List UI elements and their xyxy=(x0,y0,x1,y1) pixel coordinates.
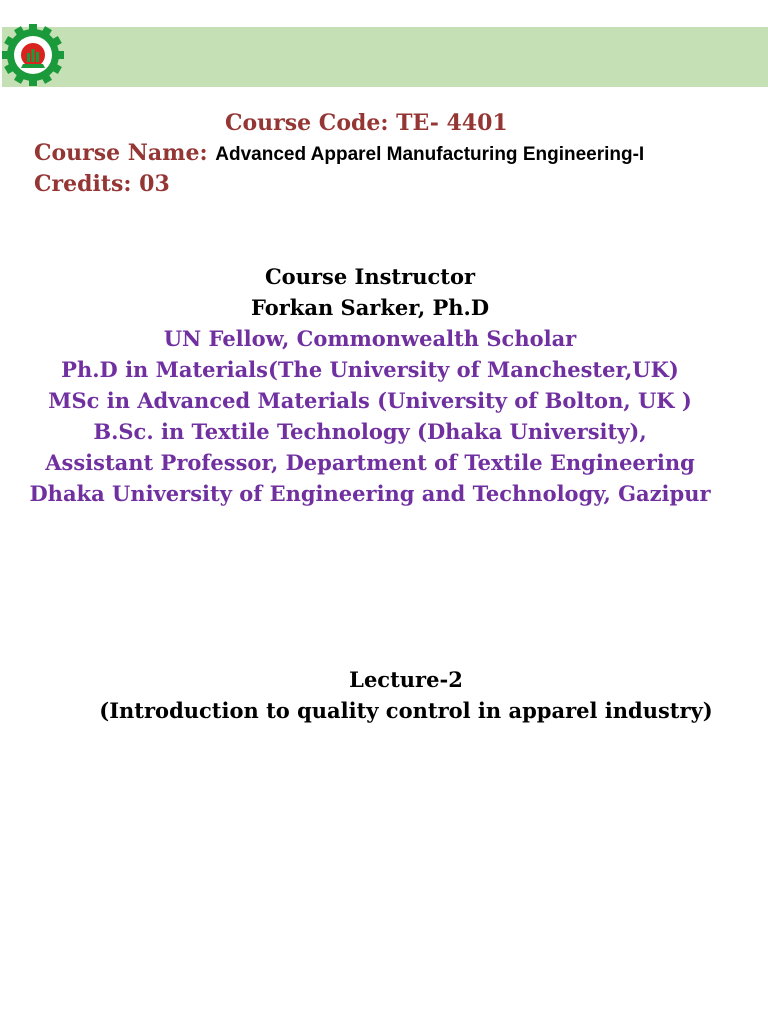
course-name-label: Course Name: xyxy=(34,140,208,166)
instructor-credential: UN Fellow, Commonwealth Scholar xyxy=(163,326,577,351)
lecture-title: (Introduction to quality control in apparel industry) xyxy=(99,698,713,723)
university-logo-icon xyxy=(2,24,64,86)
instructor-credential: B.Sc. in Textile Technology (Dhaka University), xyxy=(93,419,647,444)
course-name-value: Advanced Apparel Manufacturing Engineering-I xyxy=(215,144,645,165)
instructor-credential: Assistant Professor, Department of Textile Engineering xyxy=(45,450,695,475)
instructor-credential: Dhaka University of Engineering and Technology, Gazipur xyxy=(29,481,711,506)
course-credits: Credits: 03 xyxy=(34,171,170,197)
lecture-number: Lecture-2 xyxy=(349,667,463,692)
instructor-name: Forkan Sarker, Ph.D xyxy=(250,295,490,320)
course-code: Course Code: TE- 4401 xyxy=(225,110,508,136)
instructor-credential: MSc in Advanced Materials (University of Bolton, UK ) xyxy=(48,388,692,413)
instructor-label: Course Instructor xyxy=(264,264,476,289)
course-name-line xyxy=(34,140,644,166)
header-band xyxy=(2,27,768,87)
instructor-credential: Ph.D in Materials(The University of Manchester,UK) xyxy=(61,357,679,382)
